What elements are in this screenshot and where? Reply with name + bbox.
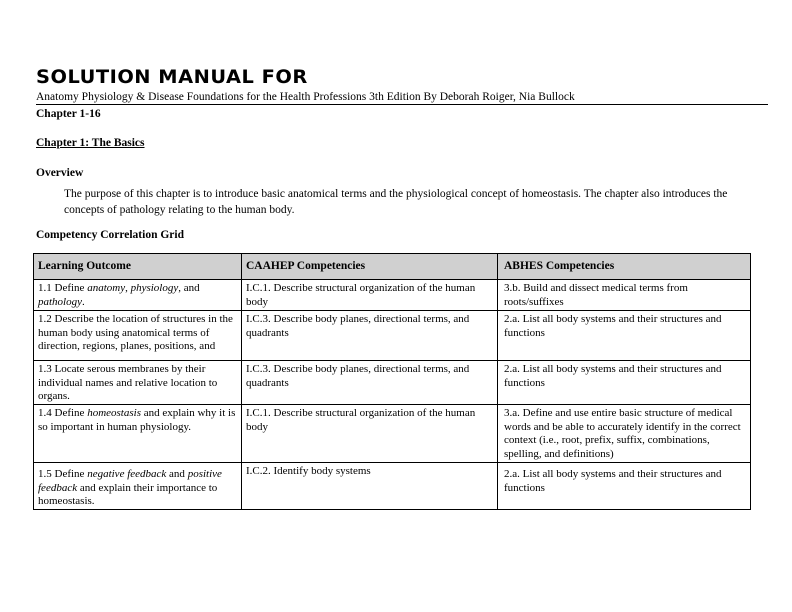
outcome-cell: 1.4 Define homeostasis and explain why it is so important in human physiology. bbox=[34, 405, 242, 463]
table-header-row bbox=[34, 254, 751, 280]
caahep-cell: I.C.1. Describe structural organization of the human body bbox=[242, 280, 498, 311]
overview-heading: Overview bbox=[36, 167, 84, 179]
outcome-cell: 1.1 Define anatomy, physiology, and pathology. bbox=[34, 280, 242, 311]
outcome-cell: 1.5 Define negative feedback and positive feedback and explain their importance to homeostasis. bbox=[34, 463, 242, 510]
chapter-title: Chapter 1: The Basics bbox=[36, 137, 145, 149]
abhes-cell: 3.b. Build and dissect medical terms from roots/suffixes bbox=[498, 280, 751, 311]
document-title: SOLUTION MANUAL FOR bbox=[36, 66, 308, 88]
column-header-caahep: CAAHEP Competencies bbox=[242, 254, 498, 280]
table-row bbox=[34, 361, 751, 405]
overview-paragraph: The purpose of this chapter is to introduce basic anatomical terms and the physiological concept of homeostasis. The chapter also introduces the concepts of pathology relating to the human body. bbox=[64, 188, 728, 216]
table-row bbox=[34, 311, 751, 361]
abhes-cell: 3.a. Define and use entire basic structure of medical words and be able to accurately identify in the correct context (i.e., root, prefix, suffix, combinations, spelling, and definitions) bbox=[498, 405, 751, 463]
header-rule bbox=[36, 104, 768, 105]
abhes-cell: 2.a. List all body systems and their structures and functions bbox=[498, 463, 751, 510]
outcome-cell: 1.2 Describe the location of structures in the human body using anatomical terms of direction, regions, planes, positions, and bbox=[34, 311, 242, 361]
abhes-cell: 2.a. List all body systems and their structures and functions bbox=[498, 361, 751, 405]
abhes-cell: 2.a. List all body systems and their structures and functions bbox=[498, 311, 751, 361]
caahep-cell: I.C.3. Describe body planes, directional terms, and quadrants bbox=[242, 311, 498, 361]
grid-heading: Competency Correlation Grid bbox=[36, 229, 184, 241]
caahep-cell: I.C.3. Describe body planes, directional terms, and quadrants bbox=[242, 361, 498, 405]
outcome-cell: 1.3 Locate serous membranes by their individual names and relative location to organs. bbox=[34, 361, 242, 405]
table-row bbox=[34, 463, 751, 510]
caahep-cell: I.C.2. Identify body systems bbox=[242, 463, 498, 510]
table-row bbox=[34, 405, 751, 463]
competency-grid-table bbox=[33, 253, 751, 510]
book-subtitle: Anatomy Physiology & Disease Foundations for the Health Professions 3th Edition By Deborah Roiger, Nia Bullock bbox=[36, 91, 575, 103]
table-row bbox=[34, 280, 751, 311]
chapter-range: Chapter 1-16 bbox=[36, 108, 101, 120]
column-header-abhes: ABHES Competencies bbox=[498, 254, 751, 280]
column-header-learning-outcome: Learning Outcome bbox=[34, 254, 242, 280]
caahep-cell: I.C.1. Describe structural organization of the human body bbox=[242, 405, 498, 463]
